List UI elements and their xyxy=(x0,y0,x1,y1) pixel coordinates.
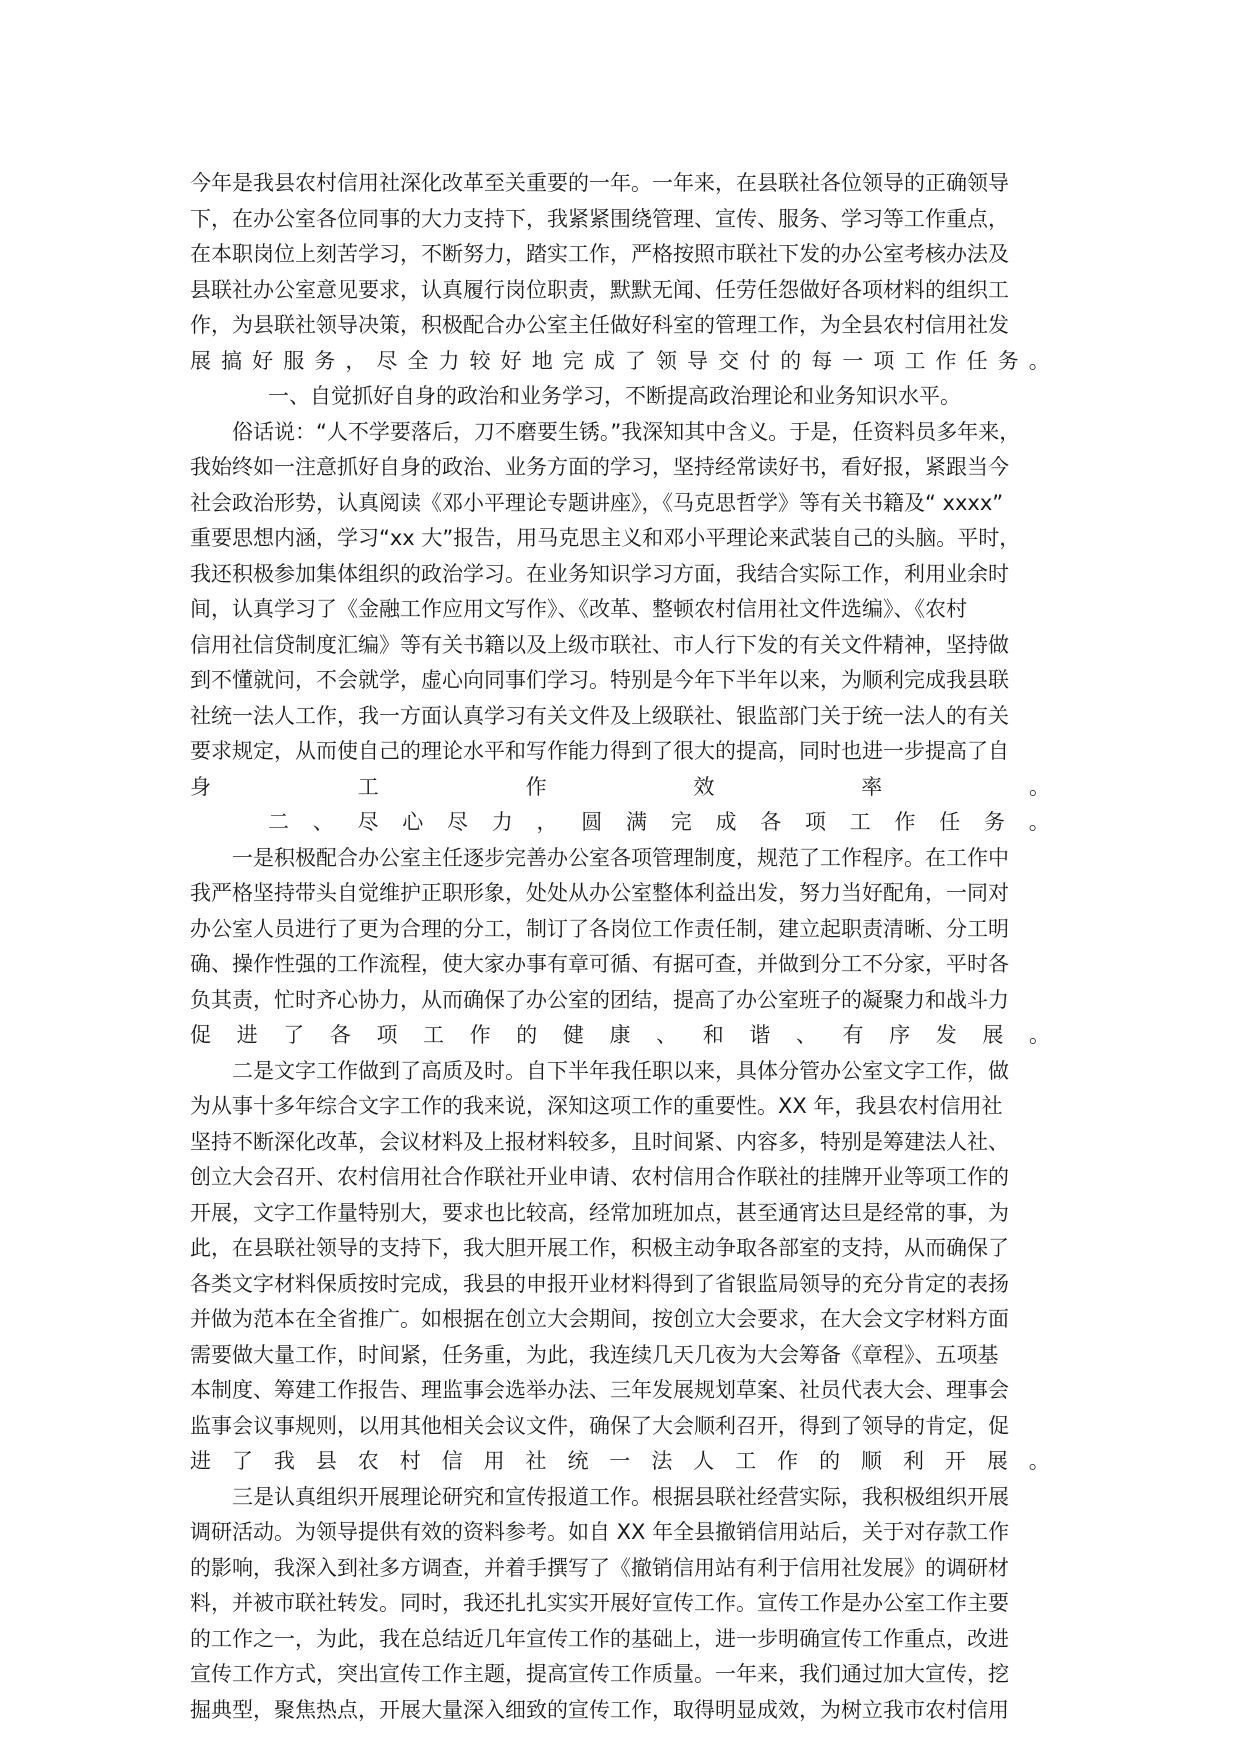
text-line: 开展，文字工作量特别大，要求也比较高，经常加班加点，甚至通宵达旦是经常的事，为 xyxy=(190,1200,1009,1225)
text-line: 需要做大量工作，时间紧，任务重，为此，我连续几天几夜为大会筹备《章程》、五项基 xyxy=(190,1342,999,1367)
char: ， xyxy=(345,348,367,373)
text-line: 今年是我县农村信用社深化改革至关重要的一年。一年来，在县联社各位领导的正确领导 xyxy=(190,171,1009,195)
char: 工 xyxy=(735,1449,757,1473)
char: 发 xyxy=(935,1023,957,1047)
char: 尽 xyxy=(447,810,468,834)
text-line: 坚持不断深化改革，会议材料及上报材料较多，且时间紧、内容多，特别是筹建法人社、 xyxy=(190,1129,1009,1154)
char: 序 xyxy=(889,1023,911,1047)
char: 谐 xyxy=(749,1023,771,1047)
text-line: 我严格坚持带头自觉维护正职形象，处处从办公室整体利益出发，努力当好配角，一同对 xyxy=(190,881,1009,905)
text-line: 监事会议事规则，以用其他相关会议文件，确保了大会顺利召开，得到了领导的肯定，促 xyxy=(190,1413,1009,1438)
char: 康 xyxy=(609,1023,631,1047)
char: 。 xyxy=(1028,1023,1050,1047)
char: 力 xyxy=(491,810,513,834)
char: 作 xyxy=(935,348,957,373)
char: 全 xyxy=(407,348,429,373)
char: 务 xyxy=(997,348,1019,373)
char: 。 xyxy=(1028,774,1050,799)
char: 。 xyxy=(1028,348,1050,373)
char: 开 xyxy=(944,1449,966,1473)
char: 的 xyxy=(819,1449,841,1473)
char: 交 xyxy=(718,348,740,373)
char: 项 xyxy=(873,348,895,373)
text-line: 要求规定，从而使自己的理论水平和写作能力得到了很大的提高，同时也进一步提高了自 xyxy=(190,739,1009,763)
char: 务 xyxy=(984,810,1005,834)
text-line: 间，认真学习了《金融工作应用文写作》、《改革、整顿农村信用社文件选编》、《农村 xyxy=(190,597,967,621)
char: 、 xyxy=(312,810,334,834)
char: 和 xyxy=(702,1023,724,1047)
char: 统 xyxy=(567,1449,589,1473)
text-line: 此，在县联社领导的支持下，我大胆开展工作，积极主动争取各部室的支持，从而确保了 xyxy=(190,1236,1009,1260)
text-line: 调研活动。为领导提供有效的资料参考。如自 XX 年全县撤销信用站后，关于对存款工作 xyxy=(190,1520,1010,1544)
char: 的 xyxy=(780,348,802,373)
text-line: 到不懂就问，不会就学，虚心向同事们学习。特别是今年下半年以来，为顺利完成我县联 xyxy=(190,668,1009,692)
section-heading-1: 一、自觉抓好自身的政治和业务学习，不断提高政治理论和业务知识水平。 xyxy=(268,384,961,408)
text-line-justified xyxy=(190,770,1050,806)
text-line: 掘典型，聚焦热点，开展大量深入细致的宣传工作，取得明显成效，为树立我市农村信用 xyxy=(190,1697,1009,1722)
char: 了 xyxy=(231,1449,253,1473)
text-line: 宣传工作方式，突出宣传工作主题，提高宣传工作质量。一年来，我们通过加大宣传，挖 xyxy=(190,1662,1009,1686)
text-line: 三是认真组织开展理论研究和宣传报道工作。根据县联社经营实际，我积极组织开展 xyxy=(232,1484,1009,1509)
char: 展 xyxy=(982,1023,1004,1047)
char: 导 xyxy=(687,348,708,373)
char: 各 xyxy=(760,810,782,834)
char: 地 xyxy=(531,348,553,373)
char: 力 xyxy=(438,348,460,373)
char: 工 xyxy=(357,774,379,799)
text-line: 负其责，忙时齐心协力，从而确保了办公室的团结，提高了办公室班子的凝聚力和战斗力 xyxy=(190,987,1009,1012)
char: 二 xyxy=(268,810,289,834)
char: 农 xyxy=(357,1449,379,1473)
char: 尽 xyxy=(376,348,398,373)
char: 各 xyxy=(329,1023,351,1047)
section-heading-2 xyxy=(190,805,1050,841)
char: 任 xyxy=(966,348,988,373)
char: 搞 xyxy=(221,348,243,373)
text-line: 在本职岗位上刻苦学习，不断努力，踏实工作，严格按照市联社下发的办公室考核办法及 xyxy=(190,242,1009,266)
char: 领 xyxy=(655,348,677,373)
char: 完 xyxy=(562,348,584,373)
char: 。 xyxy=(1028,810,1050,834)
char: 满 xyxy=(626,810,647,834)
char: 效 xyxy=(693,774,715,799)
text-line: 社会政治形势，认真阅读《邓小平理论专题讲座》，《马克思哲学》等有关书籍及“ xxxx” xyxy=(190,490,1004,515)
char: 尽 xyxy=(357,810,379,834)
char: 心 xyxy=(402,810,424,834)
text-line: 为从事十多年综合文字工作的我来说，深知这项工作的重要性。XX 年，我县农村信用社 xyxy=(190,1094,1003,1118)
char: 率 xyxy=(861,774,883,799)
text-line: 确、操作性强的工作流程，使大家办事有章可循、有据可查，并做到分工不分家，平时各 xyxy=(190,952,1009,976)
char: 的 xyxy=(516,1023,538,1047)
char: 进 xyxy=(236,1023,258,1047)
char: 、 xyxy=(656,1023,678,1047)
char: 一 xyxy=(609,1449,631,1473)
char: 利 xyxy=(902,1449,924,1473)
char: 服 xyxy=(283,348,305,373)
char: 有 xyxy=(842,1023,864,1047)
char: 促 xyxy=(190,1023,211,1047)
char: 用 xyxy=(483,1449,505,1473)
char: 成 xyxy=(715,810,737,834)
char: 了 xyxy=(283,1023,305,1047)
text-line-justified xyxy=(190,1018,1050,1054)
text-line: 县联社办公室意见要求，认真履行岗位职责，默默无闻、任劳任怨做好各项材料的组织工 xyxy=(190,277,1009,302)
char: 工 xyxy=(904,348,926,373)
char: 人 xyxy=(693,1449,715,1473)
char: 好 xyxy=(252,348,274,373)
char: 任 xyxy=(939,810,961,834)
text-line: 创立大会召开、农村信用社合作联社开业申请、农村信用合作联社的挂牌开业等项工作的 xyxy=(190,1165,1009,1189)
char: 、 xyxy=(795,1023,817,1047)
text-line: 我始终如一注意抓好自身的政治、业务方面的学习，坚持经常读好书，看好报，紧跟当今 xyxy=(190,455,1009,479)
text-line: 一是积极配合办公室主任逐步完善办公室各项管理制度，规范了工作程序。在工作中 xyxy=(232,845,1009,870)
text-line: 的影响，我深入到社多方调查，并着手撰写了《撤销信用站有利于信用社发展》的调研材 xyxy=(190,1555,1009,1580)
document-body xyxy=(190,166,1050,1764)
text-line: 信用社信贷制度汇编》等有关书籍以及上级市联社、市人行下发的有关文件精神，坚持做 xyxy=(190,632,1009,657)
char: 法 xyxy=(651,1449,673,1473)
char: 工 xyxy=(423,1023,445,1047)
text-line: 我还积极参加集体组织的政治学习。在业务知识学习方面，我结合实际工作，利用业余时 xyxy=(190,561,1009,586)
char: 县 xyxy=(315,1449,337,1473)
char: 项 xyxy=(805,810,826,834)
char: 务 xyxy=(314,348,336,373)
char: 展 xyxy=(190,348,211,373)
char: ， xyxy=(536,810,558,834)
text-line-justified xyxy=(190,344,1050,380)
char: 付 xyxy=(749,348,771,373)
char: 较 xyxy=(469,348,491,373)
text-line: 下，在办公室各位同事的大力支持下，我紧紧围绕管理、宣传、服务、学习等工作重点， xyxy=(190,206,1009,231)
text-line: 重要思想内涵，学习“xx 大”报告，用马克思主义和邓小平理论来武装自己的头脑。平时， xyxy=(190,526,1021,550)
text-line-justified xyxy=(190,1444,1050,1480)
char: 作 xyxy=(894,810,916,834)
text-line: 料，并被市联社转发。同时，我还扎扎实实开展好宣传工作。宣传工作是办公室工作主要 xyxy=(190,1591,1009,1615)
text-line: 办公室人员进行了更为合理的分工，制订了各岗位工作责任制，建立起职责清晰、分工明 xyxy=(190,916,1009,941)
char: 作 xyxy=(469,1023,491,1047)
char: 完 xyxy=(670,810,692,834)
text-line: 二是文字工作做到了高质及时。自下半年我任职以来，具体分管办公室文字工作，做 xyxy=(232,1058,1009,1083)
char: 项 xyxy=(376,1023,398,1047)
char: 作 xyxy=(777,1449,799,1473)
char: 工 xyxy=(849,810,871,834)
text-line xyxy=(190,1728,1050,1764)
char: 好 xyxy=(500,348,522,373)
char: 。 xyxy=(1028,1449,1050,1473)
text-line: 各类文字材料保质按时完成，我县的申报开业材料得到了省银监局领导的充分肯定的表扬 xyxy=(190,1271,1009,1296)
char: 村 xyxy=(399,1449,421,1473)
char: 圆 xyxy=(581,810,603,834)
char: 社 xyxy=(525,1449,547,1473)
char: 展 xyxy=(986,1449,1008,1473)
char: 了 xyxy=(624,348,646,373)
char: 信 xyxy=(441,1449,463,1473)
char: 顺 xyxy=(861,1449,882,1473)
char: 健 xyxy=(562,1023,584,1047)
text-line: 的工作之一，为此，我在总结近几年宣传工作的基础上，进一步明确宣传工作重点，改进 xyxy=(190,1626,1009,1651)
text-line: 并做为范本在全省推广。如根据在创立大会期间，按创立大会要求，在大会文字材料方面 xyxy=(190,1307,1009,1331)
char: 每 xyxy=(811,348,833,373)
char: 进 xyxy=(190,1449,211,1473)
text-line: 俗话说：“人不学要落后，刀不磨要生锈。”我深知其中含义。于是，任资料员多年来， xyxy=(232,419,1021,444)
text-line: 社统一法人工作，我一方面认真学习有关文件及上级联社、银监部门关于统一法人的有关 xyxy=(190,703,1009,728)
char: 我 xyxy=(273,1449,295,1473)
char: 一 xyxy=(842,348,864,373)
char: 作 xyxy=(525,774,547,799)
text-line: 作，为县联社领导决策，积极配合办公室主任做好科室的管理工作，为全县农村信用社发 xyxy=(190,313,1009,337)
char: 身 xyxy=(190,774,211,799)
text-line: 本制度、筹建工作报告、理监事会选举办法、三年发展规划草案、社员代表大会、理事会 xyxy=(190,1378,1009,1402)
char: 成 xyxy=(593,348,615,373)
